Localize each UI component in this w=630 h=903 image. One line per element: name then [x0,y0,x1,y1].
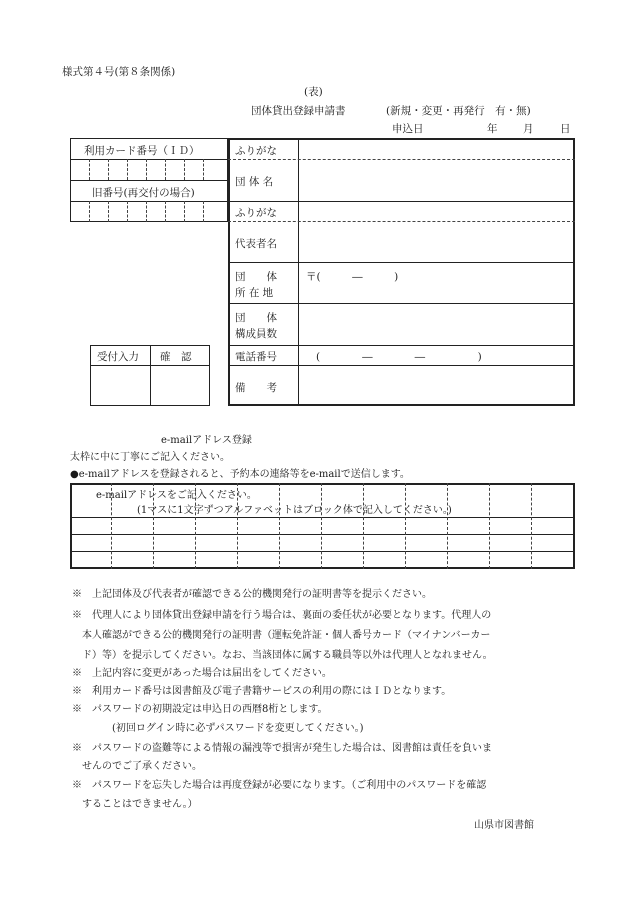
note-line: ※ 上記内容に変更があった場合は届出をしてください。 [72,668,332,679]
page-title: 団体貸出登録申請書 [251,105,346,117]
postal-code-template: 〒( ― ) [306,271,399,283]
group-name-label: 団 体 名 [235,176,274,188]
date-label: 申込日 [392,123,424,135]
card-id-input-cells[interactable] [70,159,228,180]
email-box-note: (1マスに1文字ずつアルファベットはブロック体で記入してください。) [137,505,452,516]
furigana-representative-input[interactable] [300,202,573,220]
reception-input-label: 受付入力 [97,351,139,363]
old-number-label: 旧番号(再交付の場合) [92,187,195,199]
phone-input[interactable] [300,346,573,364]
library-name: 山県市図書館 [474,820,534,831]
representative-input[interactable] [300,223,573,261]
note-line: することはできません。） [72,799,198,810]
address-label-line2: 所 在 地 [235,287,274,299]
email-heading: e-mailアドレス登録 [161,435,252,446]
note-line: ※ 利用カード番号は図書館及び電子書籍サービスの利用の際にはＩＤとなります。 [72,686,452,697]
note-line: (初回ログイン時に必ずパスワードを変更してください。) [72,723,364,734]
email-input-row-1[interactable] [72,518,573,533]
email-bullet-note: ●e-mailアドレスを登録されると、予約本の連絡等をe-mailで送信します。 [70,469,410,480]
phone-label: 電話番号 [235,351,277,363]
old-number-input-cells[interactable] [70,201,228,222]
date-day-label: 日 [560,123,571,135]
note-line: ※ 代理人により団体貸出登録申請を行う場合は、裏面の委任状が必要となります。代理人の [72,610,492,621]
email-input-row-3[interactable] [72,552,573,567]
application-type[interactable]: (新規・変更・再発行 有・無) [386,105,531,117]
members-label-line1: 団 体 [235,312,277,324]
phone-template: ( ― ― ) [316,351,482,363]
date-year-label: 年 [487,123,498,135]
address-label-line1: 団 体 [235,271,277,283]
representative-label: 代表者名 [235,238,277,250]
form-side-label: (表) [304,86,323,98]
note-line: ※ パスワードの盗難等による情報の漏洩等で損害が発生した場合は、図書館は責任を負いま [72,743,492,754]
date-month-label: 月 [523,123,534,135]
members-label-line2: 構成員数 [235,328,277,340]
note-line: ※ パスワードを忘失した場合は再度登録が必要になります。（ご利用中のパスワードを確認 [72,780,487,791]
form-number: 様式第４号(第８条関係) [62,66,176,78]
note-line: ド）等）を提示してください。なお、当該団体に属する職員等以外は代理人となれません。 [72,650,493,661]
note-line: せんのでご了承ください。 [72,761,202,772]
confirm-label: 確 認 [160,351,192,363]
card-id-label: 利用カード番号（ＩＤ） [84,145,200,157]
group-name-input[interactable] [300,161,573,200]
note-line: ※ 上記団体及び代表者が確認できる公的機関発行の証明書等を提示ください。 [72,589,432,600]
email-instruction: 太枠に中に丁寧にご記入ください。 [70,452,230,463]
furigana-group-input[interactable] [300,140,573,158]
note-line: 本人確認ができる公的機関発行の証明書（運転免許証・個人番号カード（マイナンバーカー [72,630,491,641]
address-input[interactable] [300,264,573,302]
remarks-label: 備 考 [235,382,277,394]
remarks-input[interactable] [300,367,573,404]
note-line: ※ パスワードの初期設定は申込日の西暦8桁とします。 [72,704,328,715]
furigana-label-representative: ふりがな [235,207,277,219]
furigana-label-group: ふりがな [235,145,277,157]
members-input[interactable] [300,305,573,344]
email-box-title: e-mailアドレスをご記入ください。 [96,490,257,501]
email-input-row-2[interactable] [72,535,573,550]
